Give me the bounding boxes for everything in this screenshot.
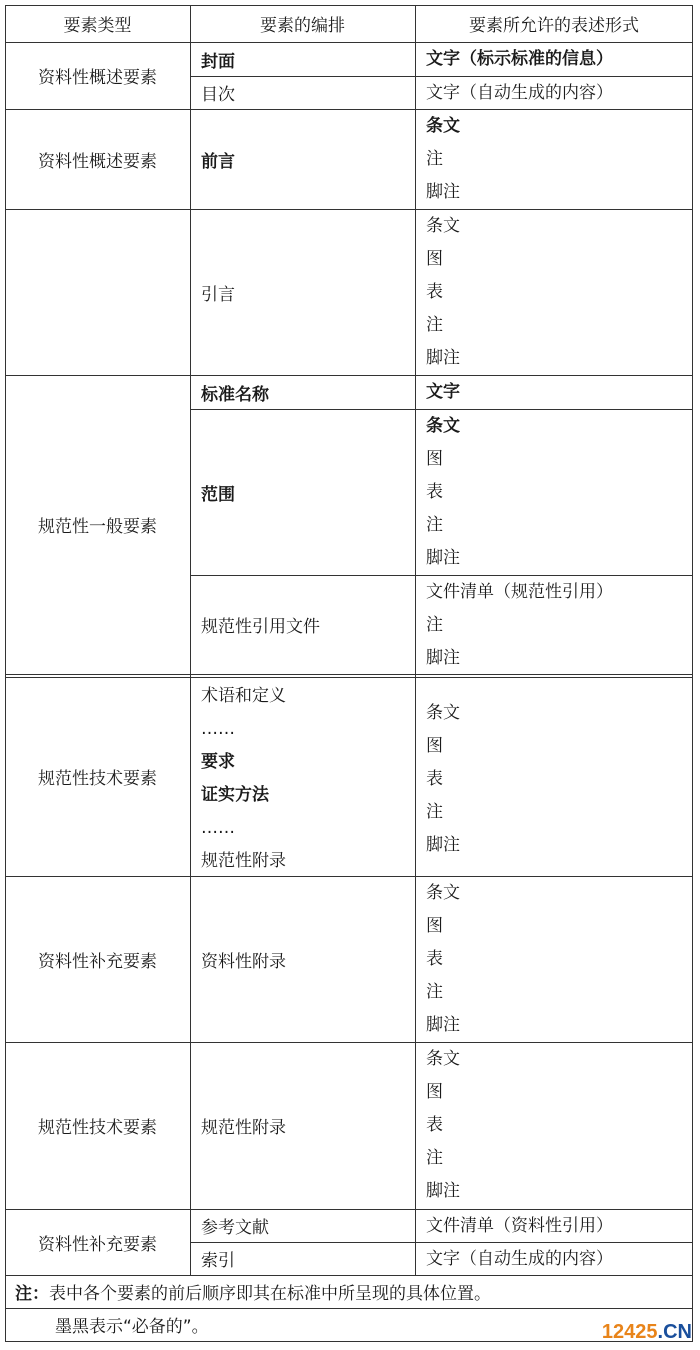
row8-arrange-index: 索引 (201, 1251, 235, 1271)
forms-item: 注 (426, 982, 443, 1002)
forms-item: 条文 (426, 116, 460, 136)
forms-item: 条文 (426, 416, 460, 436)
table-note (5, 1275, 693, 1308)
row8-forms-index (415, 1242, 693, 1275)
row4-arrange-normative-refs: 规范性引用文件 (201, 617, 320, 637)
row4-forms-scope (415, 409, 693, 575)
row1-type: 资料性概述要素 (38, 68, 157, 88)
row8-type: 资料性补充要素 (38, 1234, 157, 1255)
forms-text: 文件清单（资料性引用） (426, 1216, 613, 1236)
site-watermark-logo (602, 1321, 692, 1344)
row2-forms (415, 109, 693, 209)
header-element-type: 要素类型 (63, 16, 132, 36)
watermark-domain: .CN (657, 1321, 692, 1343)
forms-item: 表 (426, 482, 443, 502)
forms-item: 脚注 (426, 548, 460, 568)
watermark-number: 12425 (601, 1321, 658, 1343)
forms-item: 条文 (426, 883, 460, 903)
row6-forms (415, 876, 693, 1042)
forms-text: 文字 (426, 382, 460, 402)
row1-arrange-toc: 目次 (201, 85, 235, 105)
row4-arrange-scope: 范围 (201, 484, 235, 505)
row4-forms-normative-refs (415, 575, 693, 674)
row7-arrange: 规范性附录 (201, 1118, 286, 1138)
row2-type: 资料性概述要素 (38, 151, 157, 172)
arrange-item: 要求 (201, 752, 235, 772)
row1-forms-toc (415, 76, 693, 109)
forms-item: 条文 (426, 1049, 460, 1069)
forms-item: 表 (426, 282, 443, 302)
row7-type: 规范性技术要素 (38, 1118, 157, 1138)
row8-forms-bibliography (415, 1209, 693, 1242)
note-label: 注： (15, 1284, 49, 1304)
header-allowed-forms: 要素所允许的表述形式 (469, 16, 639, 36)
row4-forms-title (415, 375, 693, 409)
forms-item: 文件清单（规范性引用） (426, 582, 613, 602)
row6-arrange: 资料性附录 (201, 951, 286, 972)
forms-item: 注 (426, 315, 443, 335)
arrange-item: 术语和定义 (201, 686, 286, 706)
forms-item: 注 (426, 149, 443, 169)
row3-arrange-introduction: 引言 (201, 284, 235, 305)
forms-text: 文字（自动生成的内容） (426, 1249, 613, 1269)
elements-table (5, 5, 693, 1342)
row5-arrange (190, 677, 415, 876)
row5-forms (415, 677, 693, 876)
forms-item: 表 (426, 949, 443, 969)
forms-item: 脚注 (426, 182, 460, 202)
table-legend (5, 1308, 693, 1341)
forms-item: 表 (426, 769, 443, 789)
arrange-item: 规范性附录 (201, 851, 286, 871)
header-element-arrangement: 要素的编排 (260, 16, 345, 36)
row6-type: 资料性补充要素 (38, 951, 157, 972)
forms-text: 文字（自动生成的内容） (426, 83, 613, 103)
forms-item: 图 (426, 736, 443, 756)
forms-item: 脚注 (426, 1181, 460, 1201)
forms-item: 脚注 (426, 348, 460, 368)
row3-forms (415, 209, 693, 375)
forms-item: 条文 (426, 703, 460, 723)
row2-arrange-foreword: 前言 (201, 151, 235, 172)
arrange-item: 证实方法 (201, 785, 269, 805)
forms-item: 注 (426, 615, 443, 635)
legend-text: 墨黑表示“必备的”。 (55, 1317, 209, 1337)
arrange-item: …… (201, 818, 235, 838)
forms-item: 条文 (426, 216, 460, 236)
forms-item: 注 (426, 802, 443, 822)
row5-type: 规范性技术要素 (38, 769, 157, 789)
forms-item: 表 (426, 1115, 443, 1135)
forms-item: 注 (426, 515, 443, 535)
row4-type: 规范性一般要素 (38, 517, 157, 537)
forms-item: 图 (426, 1082, 443, 1102)
row7-forms (415, 1042, 693, 1209)
forms-item: 图 (426, 449, 443, 469)
forms-item: 图 (426, 916, 443, 936)
forms-text: 文字（标示标准的信息） (426, 49, 613, 69)
row4-arrange-title: 标准名称 (201, 384, 269, 405)
forms-item: 图 (426, 249, 443, 269)
forms-item: 脚注 (426, 835, 460, 855)
row1-forms-cover (415, 42, 693, 76)
forms-item: 脚注 (426, 648, 460, 668)
forms-item: 脚注 (426, 1015, 460, 1035)
row3-type (5, 209, 190, 375)
note-text: 表中各个要素的前后顺序即其在标准中所呈现的具体位置。 (49, 1284, 491, 1304)
arrange-item: …… (201, 719, 235, 739)
row8-arrange-bibliography: 参考文献 (201, 1218, 269, 1238)
forms-item: 注 (426, 1148, 443, 1168)
row1-arrange-cover: 封面 (201, 51, 235, 72)
